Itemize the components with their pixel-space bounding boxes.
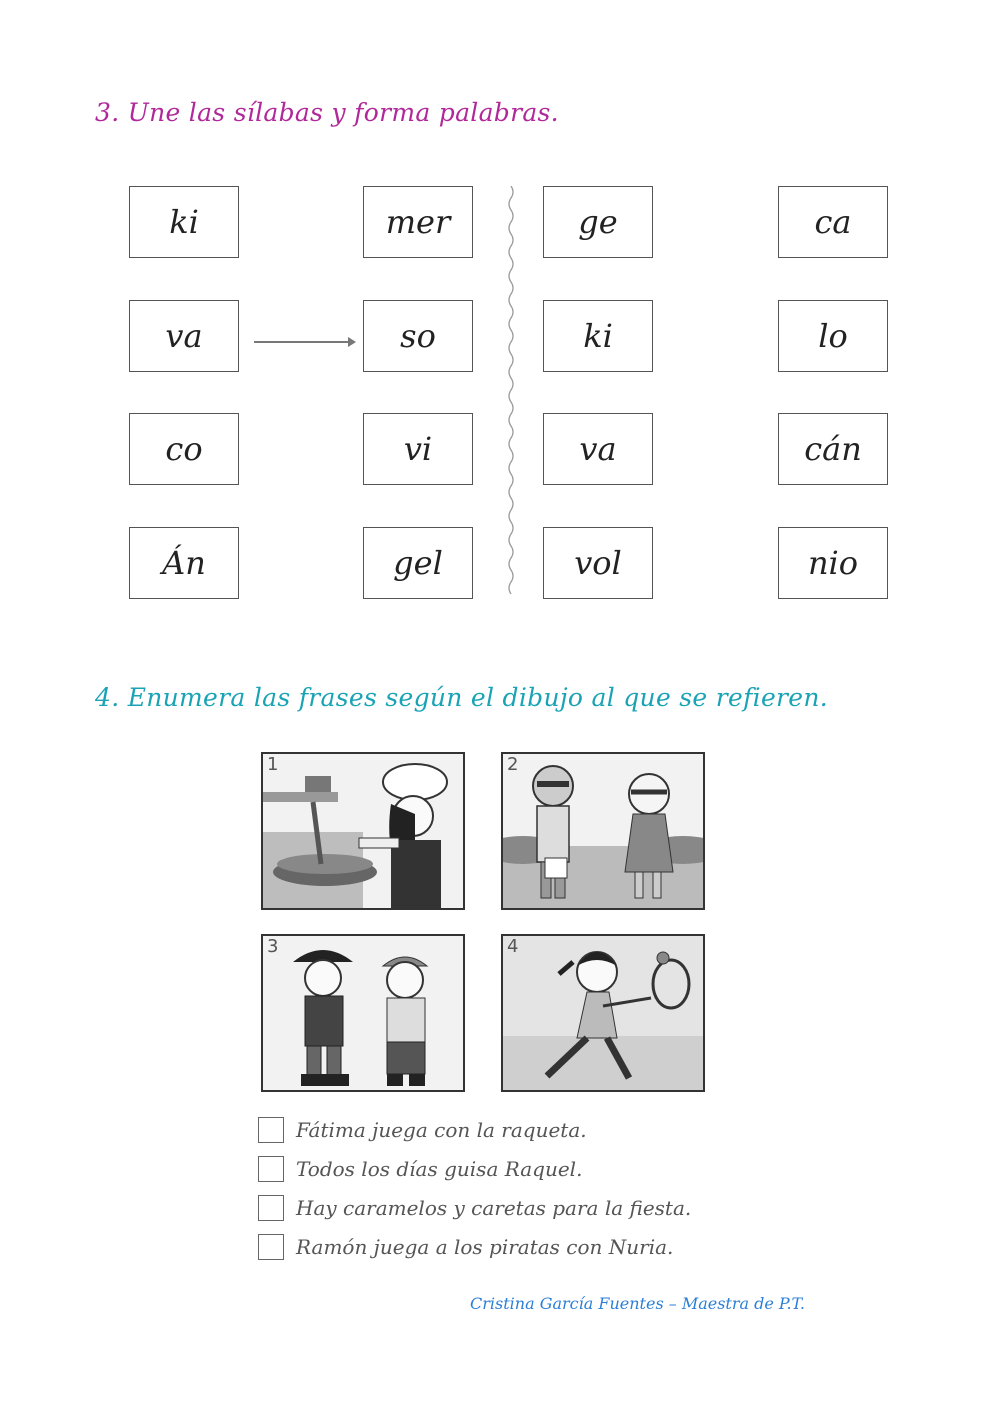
exercise-4-title: 4. Enumera las frases según el dibujo al que se refieren.: [95, 683, 829, 712]
number-answer-box[interactable]: [258, 1156, 284, 1182]
syllable-box-lo[interactable]: lo: [778, 300, 888, 372]
tennis-illustration: [503, 936, 703, 1090]
syllable-box-nio[interactable]: nio: [778, 527, 888, 599]
number-answer-box[interactable]: [258, 1117, 284, 1143]
exercise-3-title: 3. Une las sílabas y forma palabras.: [95, 98, 559, 127]
picture-masks: [501, 752, 705, 910]
syllable-box-vi[interactable]: vi: [363, 413, 473, 485]
picture-number: 2: [507, 754, 519, 775]
sentence-text: Fátima juega con la raqueta.: [296, 1118, 587, 1142]
syllable-box-ki-2[interactable]: ki: [543, 300, 653, 372]
syllable-box-vol[interactable]: vol: [543, 527, 653, 599]
sentence-row: [258, 1233, 673, 1261]
syllable-box-can[interactable]: cán: [778, 413, 888, 485]
syllable-box-co[interactable]: co: [129, 413, 239, 485]
picture-number: 1: [267, 754, 279, 775]
party-masks-illustration: [503, 754, 703, 908]
author-footer: Cristina García Fuentes – Maestra de P.T.: [470, 1294, 805, 1313]
syllable-box-so[interactable]: so: [363, 300, 473, 372]
wavy-divider: [500, 186, 522, 602]
sentence-text: Todos los días guisa Raquel.: [296, 1157, 583, 1181]
picture-tennis: [501, 934, 705, 1092]
syllable-box-ge[interactable]: ge: [543, 186, 653, 258]
syllable-box-ca[interactable]: ca: [778, 186, 888, 258]
example-arrow: [254, 330, 358, 354]
picture-pirates: [261, 934, 465, 1092]
syllable-box-gel[interactable]: gel: [363, 527, 473, 599]
syllable-box-an[interactable]: Án: [129, 527, 239, 599]
sentence-text: Ramón juega a los piratas con Nuria.: [296, 1235, 674, 1259]
syllable-box-va[interactable]: va: [129, 300, 239, 372]
number-answer-box[interactable]: [258, 1234, 284, 1260]
sentence-text: Hay caramelos y caretas para la fiesta.: [296, 1196, 692, 1220]
pirates-illustration: [263, 936, 463, 1090]
syllable-box-ki[interactable]: ki: [129, 186, 239, 258]
sentence-row: [258, 1194, 691, 1222]
sentence-row: [258, 1116, 587, 1144]
sentence-row: [258, 1155, 582, 1183]
picture-number: 4: [507, 936, 519, 957]
picture-cooking: [261, 752, 465, 910]
syllable-box-mer[interactable]: mer: [363, 186, 473, 258]
number-answer-box[interactable]: [258, 1195, 284, 1221]
cooking-illustration: [263, 754, 463, 908]
picture-number: 3: [267, 936, 279, 957]
syllable-box-va-2[interactable]: va: [543, 413, 653, 485]
